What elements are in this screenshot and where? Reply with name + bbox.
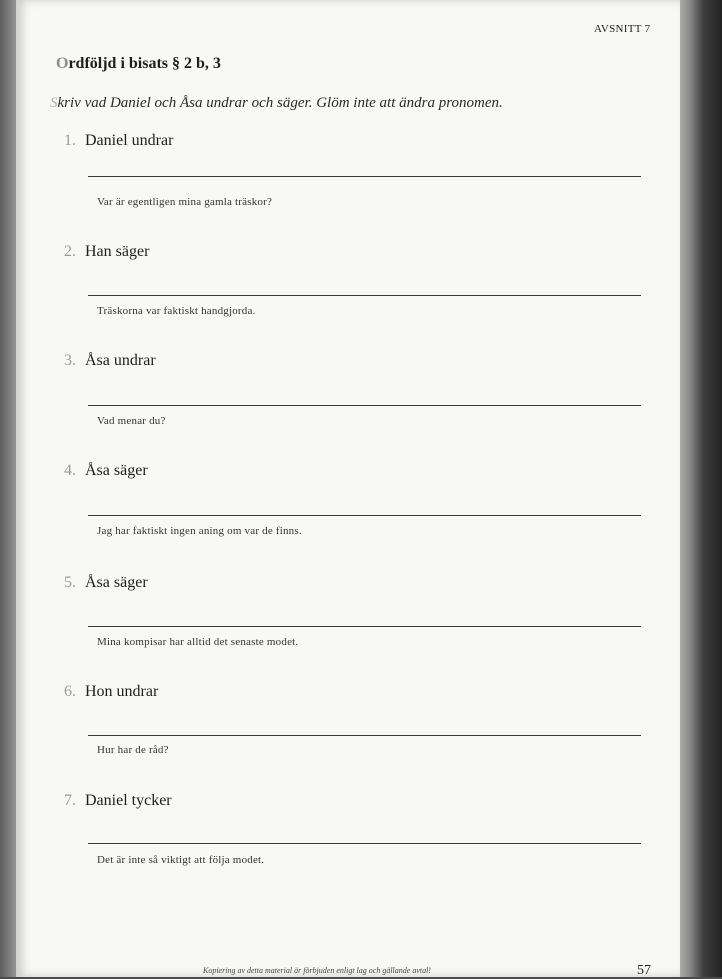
exercise-number: 2.: [64, 243, 76, 260]
exercise-number: 5.: [64, 574, 76, 591]
exercise-prompt: Hur har de råd?: [97, 744, 169, 756]
answer-line[interactable]: [88, 515, 641, 516]
copyright-notice: Kopiering av detta material är förbjuden enligt lag och gällande avtal!: [203, 966, 431, 975]
answer-line[interactable]: [88, 405, 641, 406]
answer-line[interactable]: [88, 176, 641, 177]
exercise-prompt: Det är inte så viktigt att följa modet.: [97, 854, 265, 866]
instruction-text: kriv vad Daniel och Åsa undrar och säger. Glöm inte att ändra pronomen.: [57, 95, 503, 111]
answer-line[interactable]: [88, 735, 641, 736]
instruction: [50, 95, 503, 112]
section-label: AVSNITT 7: [594, 23, 651, 35]
exercise-5: [0, 574, 722, 684]
exercise-lead: Åsa säger: [85, 462, 148, 479]
exercise-lead: Han säger: [85, 243, 150, 260]
exercise-prompt: Träskorna var faktiskt handgjorda.: [97, 305, 256, 317]
answer-line[interactable]: [88, 843, 641, 844]
exercise-lead: Hon undrar: [85, 683, 159, 700]
exercise-lead: Daniel tycker: [85, 792, 172, 809]
exercise-lead: Daniel undrar: [85, 132, 174, 149]
heading-text: rdföljd i bisats § 2 b, 3: [68, 55, 221, 72]
exercise-prompt: Vad menar du?: [97, 415, 166, 427]
exercise-3: [0, 352, 722, 462]
exercise-number: 4.: [64, 462, 76, 479]
exercise-6: [0, 683, 722, 793]
exercise-2: [0, 243, 722, 353]
exercise-number: 3.: [64, 352, 76, 369]
answer-line[interactable]: [88, 295, 641, 296]
instruction-initial: S: [50, 95, 58, 111]
exercise-4: [0, 462, 722, 572]
exercise-prompt: Jag har faktiskt ingen aning om var de finns.: [97, 525, 302, 537]
exercise-7: [0, 792, 722, 902]
exercise-number: 6.: [64, 683, 76, 700]
page-number: 57: [637, 963, 651, 978]
exercise-number: 1.: [64, 132, 76, 149]
exercise-1: [0, 132, 722, 242]
answer-line[interactable]: [88, 626, 641, 627]
exercise-lead: Åsa undrar: [85, 352, 156, 369]
exercise-lead: Åsa säger: [85, 574, 148, 591]
heading-initial: O: [56, 55, 69, 72]
page-heading: [56, 55, 221, 73]
exercise-prompt: Var är egentligen mina gamla träskor?: [97, 196, 273, 208]
exercise-prompt: Mina kompisar har alltid det senaste modet.: [97, 636, 299, 648]
exercise-number: 7.: [64, 792, 76, 809]
